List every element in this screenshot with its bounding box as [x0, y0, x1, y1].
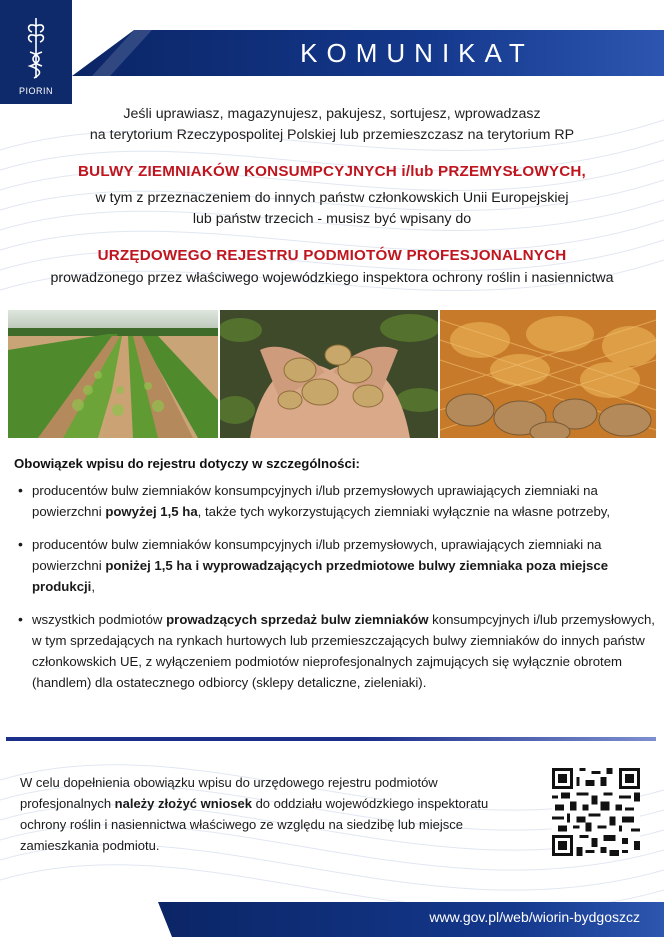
intro-line-2: na terytorium Rzeczypospolitej Polskiej lub przemieszczasz na terytorium RP	[89, 127, 575, 143]
intro-text	[0, 104, 664, 146]
intro-line-1: Jeśli uprawiasz, magazynujesz, pakujesz, sortujesz, wprowadzasz	[123, 106, 541, 122]
potato-field-photo	[8, 310, 218, 438]
logo-text: PIORIN	[18, 86, 53, 96]
duty-list	[16, 480, 656, 705]
red-heading-potatoes: BULWY ZIEMNIAKÓW KONSUMPCYJNYCH i/lub PRZEMYSŁOWYCH,	[78, 163, 586, 180]
photo-strip	[8, 310, 656, 438]
intro-block-3	[0, 244, 664, 290]
website-link[interactable]: www.gov.pl/web/wiorin-bydgoszcz	[429, 909, 640, 925]
intro-line-3: w tym z przeznaczeniem do innych państw członkowskich Unii Europejskiej	[95, 190, 569, 206]
page-title: KOMUNIKAT	[300, 37, 534, 68]
qr-code-icon[interactable]	[552, 768, 640, 856]
duty-title: Obowiązek wpisu do rejestru dotyczy w szczególności:	[14, 456, 360, 471]
section-divider	[6, 737, 656, 741]
potato-sacks-photo	[440, 310, 656, 438]
red-heading-register: URZĘDOWEGO REJESTRU PODMIOTÓW PROFESJONALNYCH	[97, 247, 567, 264]
intro-line-5: prowadzonego przez właściwego wojewódzkiego inspektora ochrony roślin i nasiennictwa	[50, 270, 614, 286]
footer-text: W celu dopełnienia obowiązku wpisu do urzędowego rejestru podmiotów profesjonalnych należy złożyć wniosek do oddziału wojewódzkiego inspektoratu ochrony roślin i nasiennictwa właściwego ze względu na siedzibę lub miejsce zamieszkania podmiotu.	[20, 775, 489, 853]
list-item: • producentów bulw ziemniaków konsumpcyjnych i/lub przemysłowych, uprawiających ziemniaki na powierzchni poniżej 1,5 ha i wyprowadzających przedmiotowe bulwy ziemniaka poza miejsce produkcji,	[16, 534, 656, 597]
hands-with-potatoes-photo	[220, 310, 438, 438]
list-item: • producentów bulw ziemniaków konsumpcyjnych i/lub przemysłowych uprawiających ziemniaki na powierzchni powyżej 1,5 ha, także tych wykorzystujących ziemniaki wyłącznie na własne potrzeby,	[16, 480, 656, 522]
intro-block-2	[0, 161, 664, 230]
intro-line-4: lub państw trzecich - musisz być wpisany do	[192, 211, 472, 227]
list-item: • wszystkich podmiotów prowadzących sprzedaż bulw ziemniaków konsumpcyjnych i/lub przemysłowych, w tym sprzedających na rynkach hurtowych lub przemieszczających bulwy ziemniaków do innych państw członkowskich UE, z wyłączeniem podmiotów nieprofesjonalnych zajmujących się wyłącznie obrotem (handlem) dla ostatecznego odbiorcy (sklepy detaliczne, zieleniaki).	[16, 609, 656, 693]
